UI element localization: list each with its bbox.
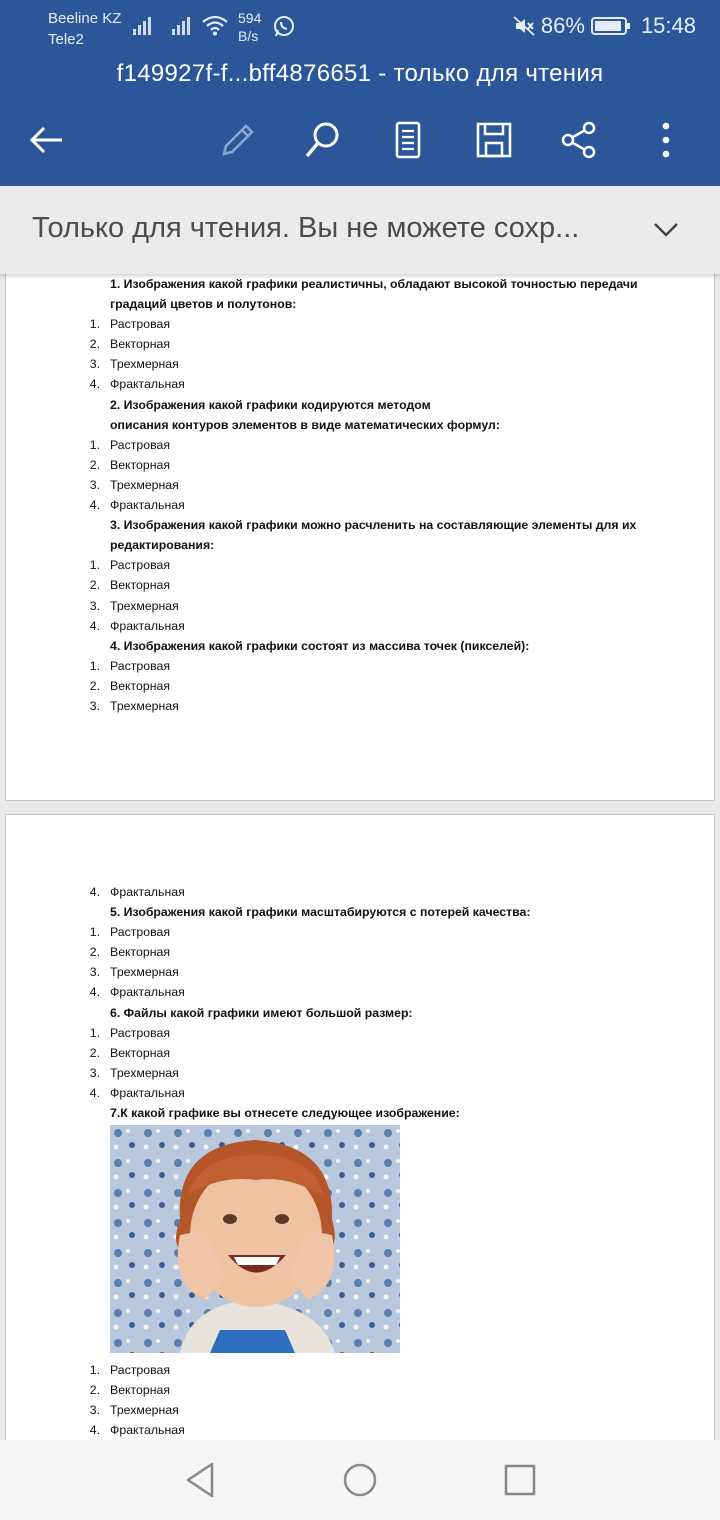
document-page-2 [5,814,715,1440]
question-text [78,1003,530,1023]
option-number: 3. [89,1065,100,1080]
option-label: Фрактальная [110,885,185,899]
option-label: Трехмерная [110,598,179,613]
option-label: Растровая [110,558,170,573]
answer-option [78,616,638,636]
share-icon [559,120,599,160]
clock: 15:48 [640,13,696,38]
more-options-button[interactable] [644,118,688,162]
question-text [78,636,638,656]
option-number: 1. [89,558,100,573]
save-icon [474,120,514,160]
option-label: Векторная [110,1045,171,1060]
answer-option [78,1360,530,1380]
answer-option [78,882,530,902]
option-label: Трехмерная [110,357,179,372]
page-2-content [78,882,530,1440]
option-number: 2. [89,1383,100,1398]
question-text [78,415,638,435]
option-label: Векторная [110,578,171,593]
option-number: 2. [89,1045,100,1060]
option-label: Фрактальная [110,985,185,1000]
network-speed [238,9,261,45]
question-text [78,902,530,922]
answer-option [78,555,638,575]
question-label: редактирования: [110,538,215,553]
answer-option [78,575,638,595]
question-text [78,515,638,535]
question-label: 1. Изображения какой графики реалистичны, обладают высокой точностью передачи [110,277,638,291]
option-number: 4. [89,377,100,392]
option-label: Векторная [110,678,171,693]
back-button[interactable] [24,118,68,162]
option-label: Векторная [110,337,171,352]
option-number: 3. [89,598,100,613]
option-label: Растровая [110,437,170,452]
option-label: Растровая [110,925,170,940]
option-number: 3. [89,965,100,980]
option-label: Фрактальная [110,498,185,513]
signal-icon [132,14,158,36]
app-header [0,0,720,186]
answer-option [78,495,638,515]
option-label: Растровая [110,317,170,332]
answer-option [78,1063,530,1083]
option-number: 4. [89,498,100,513]
option-number: 1. [89,1025,100,1040]
answer-option [78,676,638,696]
page-1-content [78,274,638,716]
edit-pencil-icon [216,120,256,160]
option-number: 2. [89,578,100,593]
option-label: Фрактальная [110,377,185,392]
option-number: 4. [89,885,100,899]
option-number: 2. [89,945,100,960]
option-label: Трехмерная [110,698,179,713]
option-number: 1. [89,437,100,452]
carrier-2: Tele2 [48,31,84,48]
option-label: Векторная [110,1383,171,1398]
question-label: 7.К какой графике вы отнесете следующее изображение: [110,1106,460,1121]
option-label: Фрактальная [110,1085,185,1100]
carrier-1: Beeline KZ [48,10,122,27]
embedded-photo [110,1125,400,1353]
option-number: 1. [89,925,100,940]
answer-option [78,314,638,334]
speed-unit: B/s [238,28,259,44]
option-number: 1. [89,1363,100,1378]
question-label: градаций цветов и полутонов: [110,297,297,312]
option-number: 2. [89,337,100,352]
question-text [78,535,638,555]
answer-option [78,1043,530,1063]
system-nav-bar [0,1440,720,1520]
question-label: 6. Файлы какой графики имеют большой размер: [110,1005,413,1020]
option-number: 4. [89,618,100,633]
search-button[interactable] [300,118,344,162]
signal-icon-2 [171,14,197,36]
question-text [78,274,638,294]
carrier-info [48,8,121,50]
answer-option [78,942,530,962]
chevron-down-icon[interactable] [653,220,679,240]
option-number: 3. [89,477,100,492]
option-label: Фрактальная [110,618,185,633]
answer-option [78,696,638,716]
wifi-icon [201,14,229,36]
option-label: Растровая [110,1025,170,1040]
question-text [78,294,638,314]
option-label: Трехмерная [110,1403,179,1418]
question-label: 4. Изображения какой графики состоят из массива точек (пикселей): [110,638,530,653]
reading-view-button[interactable] [385,118,429,162]
readonly-notice-text: Только для чтения. Вы не можете сохр... [32,212,580,244]
answer-option [78,334,638,354]
battery-percent: 86% [540,13,585,38]
question-label: 2. Изображения какой графики кодируются методом [110,397,431,412]
option-label: Фрактальная [110,1423,185,1438]
option-label: Векторная [110,945,171,960]
answer-option [78,1023,530,1043]
more-vert-icon [646,120,686,160]
option-label: Трехмерная [110,1065,179,1080]
option-number: 4. [89,1085,100,1100]
search-icon [302,120,342,160]
option-label: Трехмерная [110,477,179,492]
question-label: описания контуров элементов в виде математических формул: [110,417,500,432]
readonly-notice-bar[interactable] [0,186,720,274]
option-label: Векторная [110,457,171,472]
nav-back-icon[interactable] [180,1460,220,1500]
answer-option [78,475,638,495]
option-number: 3. [89,1403,100,1418]
answer-option [78,374,638,394]
answer-option [78,962,530,982]
option-number: 2. [89,678,100,693]
question-text [78,1103,530,1123]
mute-icon [513,15,535,37]
option-number: 3. [89,698,100,713]
option-number: 4. [89,1423,100,1438]
question-label: 5. Изображения какой графики масштабируются с потерей качества: [110,905,531,920]
save-button[interactable] [472,118,516,162]
answer-option [78,982,530,1002]
speed-value: 594 [238,10,262,26]
question-text [78,395,638,415]
document-title: f149927f-f...bff4876651 - только для чтения [116,60,604,87]
edit-button[interactable] [214,118,258,162]
nav-home-icon[interactable] [340,1460,380,1500]
option-label: Растровая [110,658,170,673]
answer-option [78,1420,530,1440]
option-label: Растровая [110,1363,170,1378]
option-number: 2. [89,457,100,472]
answer-option [78,435,638,455]
nav-recents-icon[interactable] [500,1460,540,1500]
answer-option [78,354,638,374]
option-number: 1. [89,317,100,332]
answer-option [78,455,638,475]
option-number: 4. [89,985,100,1000]
answer-option [78,596,638,616]
whatsapp-icon [272,14,296,38]
option-label: Трехмерная [110,965,179,980]
status-right [507,13,696,39]
back-arrow-icon [26,120,66,160]
option-number: 1. [89,658,100,673]
answer-option [78,1400,530,1420]
answer-option [78,922,530,942]
battery-icon [591,15,631,37]
reading-view-icon [387,120,427,160]
document-page-1 [5,274,715,801]
share-button[interactable] [557,118,601,162]
answer-option [78,656,638,676]
answer-option [78,1380,530,1400]
question-label: 3. Изображения какой графики можно расчленить на составляющие элементы для их [110,518,637,533]
answer-option [78,1083,530,1103]
document-viewport[interactable] [0,274,720,1440]
option-number: 3. [89,357,100,372]
